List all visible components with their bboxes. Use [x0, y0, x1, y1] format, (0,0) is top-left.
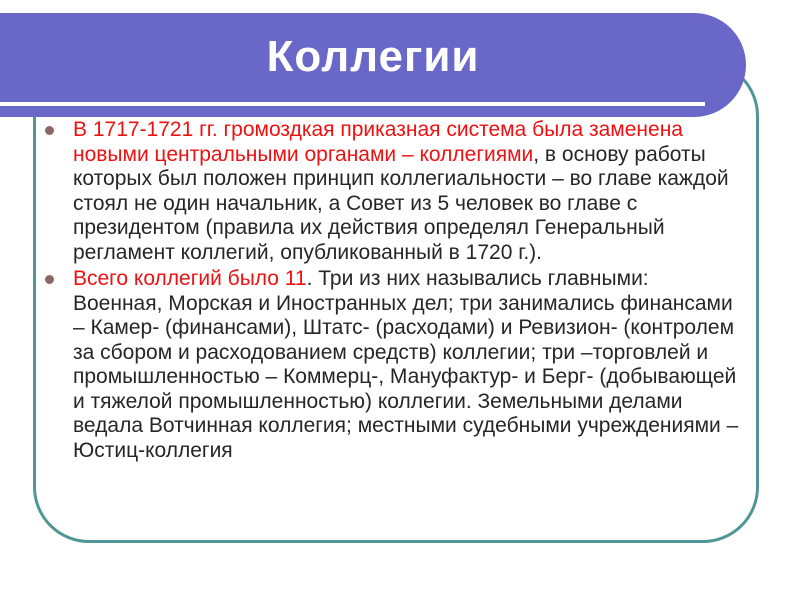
bullet-item-2: [73, 267, 740, 463]
bullet-icon: [45, 275, 54, 284]
bullet-1-highlight-text: В 1717-1721 гг. громоздкая приказная система была заменена новыми центральными органами – коллегиями: [73, 118, 683, 166]
title-bar: [0, 13, 746, 117]
slide-body: [73, 118, 740, 463]
bullet-2-highlight-text: Всего коллегий было 11: [73, 267, 307, 290]
slide-title: Коллегии: [266, 32, 480, 81]
bullet-item-1: [73, 118, 740, 265]
bullet-1-body-text: , в основу работы которых был положен принцип коллегиальности – во главе каждой стоял не один начальник, а Совет из 5 человек во главе с президентом (правила их действия определял Генеральный регламент коллегий, опубликованный в 1720 г.).: [73, 142, 729, 264]
bullet-2-body-text: . Три из них назывались главными: Военная, Морская и Иностранных дел; три занимались финансами – Камер- (финансами), Штатс- (расходами) и Ревизион- (контролем за сбором и расходованием средств) коллегии; три –торговлей и промышленностью – Коммерц-, Мануфактур- и Берг- (добывающей и тяжелой промышленностью) коллегии. Земельными делами ведала Вотчинная коллегия; местными судебными учреждениями – Юстиц-коллегия: [73, 267, 739, 462]
title-underline: [0, 102, 705, 106]
bullet-icon: [45, 126, 54, 135]
